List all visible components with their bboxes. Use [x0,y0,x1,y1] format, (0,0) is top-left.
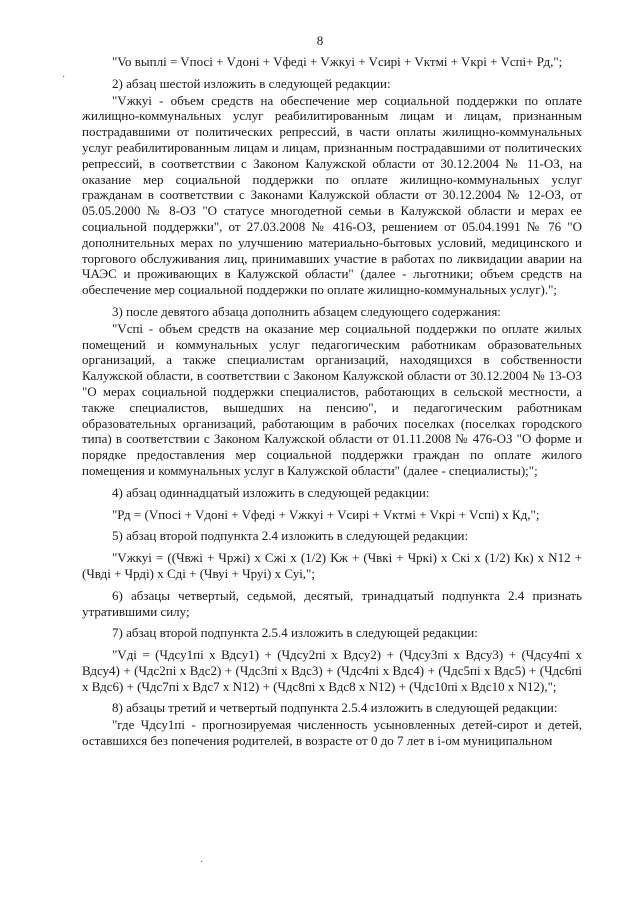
page-number: 8 [316,33,324,48]
scan-artifact-mark: · [200,857,204,868]
amendment-2-text: "Vжкуi - объем средств на обеспечение мер социальной поддержки по оплате жилищно-коммунальных услуг реабилитированным лицам и лицам, признанным пострадавшими от политических репрессий, в части оплаты жилищно-коммунальных услуг реабилитированным лицам и лицам, признанным пострадавшими от политических репрессий, в соответствии с Законом Калужской области от 30.12.2004 № 11-ОЗ, на оказание мер социальной поддержки по оплате жилищно-коммунальных услуг гражданам в соответствии с Законами Калужской области от 30.12.2004 № 12-ОЗ, от 05.05.2000 № 8-ОЗ "О статусе многодетной семьи в Калужской области и мерах ее социальной поддержки", от 27.03.2008 № 416-ОЗ, решением от 05.04.1991 № 76 "О дополнительных мерах по улучшению материально-бытовых условий, медицинского и торгового обслуживания лиц, принимавших участие в работах по ликвидации аварии на ЧАЭС и проживающих в Калужской области" (далее - льготники; объем средств на обеспечение мер социальной поддержки по оплате жилищно-коммунальных услуг)."; [82,92,582,298]
amendment-2-heading: 2) абзац шестой изложить в следующей редакции: [112,75,391,91]
amendment-4-heading: 4) абзац одиннадцатый изложить в следующей редакции: [112,484,430,500]
amendment-8-heading: 8) абзацы третий и четвертый подпункта 2.5.4 изложить в следующей редакции: [112,700,558,716]
amendment-8-text: "где Чдсу1пi - прогнозируемая численность усыновленных детей-сирот и детей, оставшихся без попечения родителей, в возрасте от 0 до 7 лет в i-ом муниципальном [82,717,582,749]
amendment-3-text: "Vспi - объем средств на оказание мер социальной поддержки по оплате жилых помещений и коммунальных услуг педагогическим работникам образовательных организаций, а также специалистам организаций, находящихся в собственности Калужской области, в соответствии с Законом Калужской области от 30.12.2004 № 13-ОЗ "О мерах социальной поддержки специалистов, работающих в сельской местности, а также специалистов, вышедших на пенсию", и педагогическим работникам образовательных организаций, работающим в рабочих поселках (поселках городского типа) в соответствии с Законом Калужской области от 01.11.2008 № 476-ОЗ "О форме и порядке предоставления мер социальной поддержки граждан по оплате жилого помещения и коммунальных услуг в Калужской области" (далее - специалисты);"; [82,320,582,478]
amendment-5-heading: 5) абзац второй подпункта 2.4 изложить в следующей редакции: [112,528,469,544]
formula-total: "Vo выплi = Vпосi + Vдонi + Vфедi + Vжкуi + Vсирi + Vктмi + Vкрi + Vспi+ Рд,"; [112,54,563,69]
document-body [82,54,582,755]
scan-artifact-mark: · [62,72,66,83]
formula-rd: "Рд = (Vпосi + Vдонi + Vфедi + Vжкуi + Vсирi + Vктмi + Vкрi + Vспi) х Кд,"; [112,506,540,522]
amendment-7-heading: 7) абзац второй подпункта 2.5.4 изложить в следующей редакции: [112,625,478,641]
formula-vzhku: "Vжкуi = ((Чвжi + Чржi) х Сжi х (1/2) Кж + (Чвкi + Чркi) х Скi х (1/2) Кк) х N12 + (Чвдi + Чрдi) х Сдi + (Чвуi + Чруi) х Суi,"; [82,550,582,581]
formula-vd: "Vдi = (Чдсу1пi х Вдсу1) + (Чдсу2пi х Вдсу2) + (Чдсу3пi х Вдсу3) + (Чдсу4пi х Вдсу4) + (Чдс2пi х Вдс2) + (Чдс3пi х Вдс3) + (Чдс4пi х Вдс4) + (Чдс5пi х Вдс5) + (Чдс6пi х Вдс6) + (Чдс7пi х Вдс7 х N12) + (Чдс8пi х Вдс8 х N12) + (Чдс10пi х Вдс10 х N12),"; [82,647,582,694]
amendment-3-heading: 3) после девятого абзаца дополнить абзацем следующего содержания: [112,303,501,319]
amendment-6-text: 6) абзацы четвертый, седьмой, десятый, тринадцатый подпункта 2.4 признать утратившими силу; [82,587,582,619]
